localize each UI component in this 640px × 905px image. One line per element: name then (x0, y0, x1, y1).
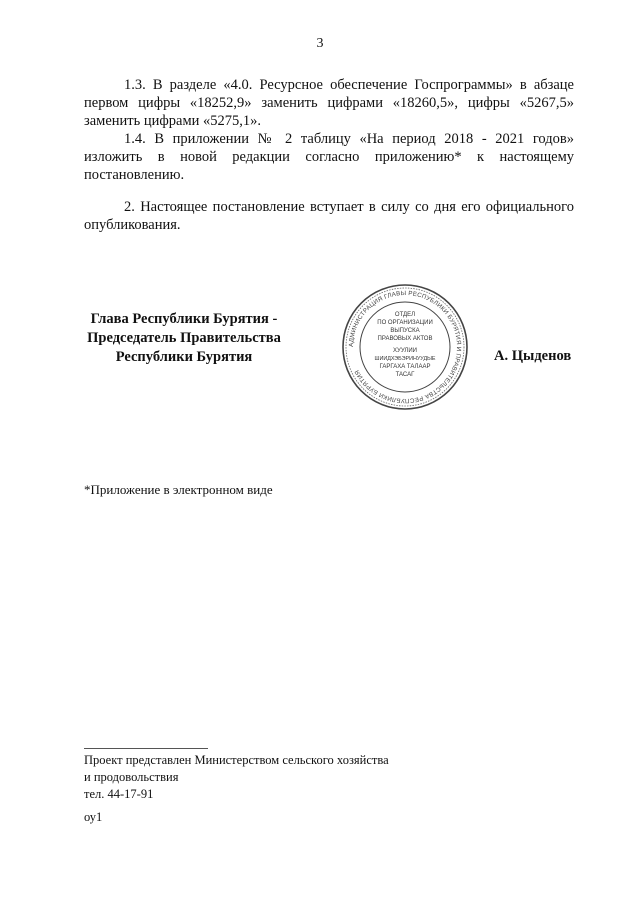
signatory-name: А. Цыденов (494, 348, 572, 364)
page-number: 3 (316, 36, 324, 51)
paragraph-1-4: 1.4. В приложении № 2 таблицу «На период 2018 - 2021 годов» изложить в новой редакции согласно приложению* к настоящему постановлению. (84, 131, 574, 183)
footnote-divider (84, 748, 208, 749)
paragraph-2: 2. Настоящее постановление вступает в силу со дня его официального опубликования. (84, 199, 574, 233)
signatory-position-line: Глава Республики Бурятия - (90, 311, 278, 327)
footer-line: Проект представлен Министерством сельского хозяйства (84, 753, 389, 767)
svg-text:АДМИНИСТРАЦИЯ ГЛАВЫ РЕСПУБЛИКИ (348, 290, 462, 404)
footer-line: тел. 44-17-91 (84, 787, 154, 801)
seal-line: ПРАВОВЫХ АКТОВ (377, 336, 433, 342)
seal-line: ВЫПУСКА (390, 328, 420, 334)
footer-contact (84, 752, 389, 803)
document-code: оу1 (84, 810, 103, 824)
signatory-position-line: Республики Бурятия (115, 349, 253, 365)
footer-line: и продовольствия (84, 770, 179, 784)
seal-line: ХУУЛИИ (393, 348, 417, 354)
seal-line: ТАСАГ (395, 372, 415, 378)
seal-line: ПО ОРГАНИЗАЦИИ (377, 320, 433, 326)
seal-line: ОТДЕЛ (394, 312, 416, 318)
seal-line: ГАРГАХА ТАЛААР (379, 364, 431, 370)
attachment-note: *Приложение в электронном виде (84, 482, 273, 497)
signatory-position (84, 310, 284, 367)
paragraph-1-3: 1.3. В разделе «4.0. Ресурсное обеспечение Госпрограммы» в абзаце первом цифры «18252,9» заменить цифрами «18260,5», цифры «5267,5» заменить цифрами «5275,1». (84, 77, 574, 129)
signatory-position-line: Председатель Правительства (87, 330, 281, 346)
official-seal (340, 282, 470, 412)
seal-line: ШИИДХЭБЭРИНУУДЫЕ (374, 356, 436, 362)
seal-ring-text: АДМИНИСТРАЦИЯ ГЛАВЫ РЕСПУБЛИКИ БУРЯТИЯ И ПРАВИТЕЛЬСТВА РЕСПУБЛИКИ БУРЯТИЯ (347, 289, 463, 405)
